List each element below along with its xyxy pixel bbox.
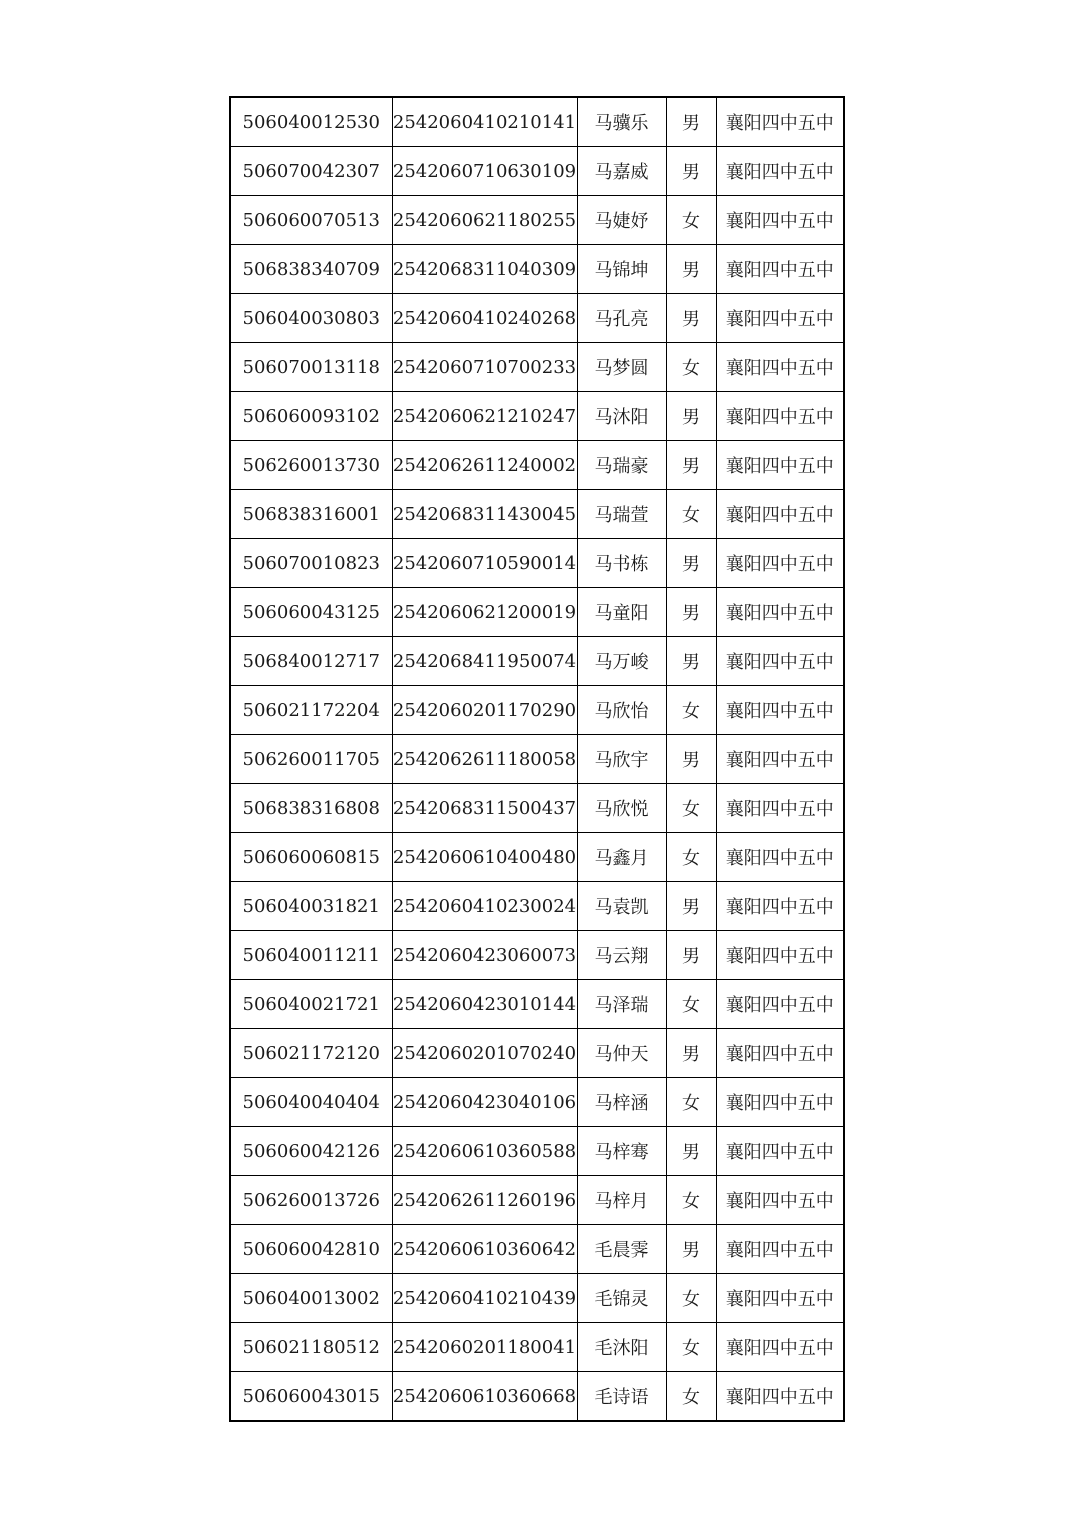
student-name-cell: 马欣悦 — [577, 784, 666, 833]
gender-cell: 男 — [666, 588, 716, 637]
student-name-cell: 马孔亮 — [577, 294, 666, 343]
student-id-cell: 506040040404 — [230, 1078, 392, 1127]
student-id-cell: 506070042307 — [230, 147, 392, 196]
student-name-cell: 毛锦灵 — [577, 1274, 666, 1323]
gender-cell: 女 — [666, 980, 716, 1029]
student-id-cell: 506021180512 — [230, 1323, 392, 1372]
student-name-cell: 毛晨霁 — [577, 1225, 666, 1274]
table-row — [230, 686, 844, 735]
exam-number-cell: 2542062611240002 — [392, 441, 577, 490]
student-id-cell: 506060042810 — [230, 1225, 392, 1274]
table-row — [230, 1029, 844, 1078]
student-id-cell: 506040031821 — [230, 882, 392, 931]
student-id-cell: 506260013730 — [230, 441, 392, 490]
student-name-cell: 马童阳 — [577, 588, 666, 637]
exam-number-cell: 2542060423060073 — [392, 931, 577, 980]
student-id-cell: 506838316808 — [230, 784, 392, 833]
table-row — [230, 980, 844, 1029]
student-id-cell: 506070013118 — [230, 343, 392, 392]
exam-number-cell: 2542062611180058 — [392, 735, 577, 784]
school-cell: 襄阳四中五中 — [716, 735, 844, 784]
exam-number-cell: 2542060621200019 — [392, 588, 577, 637]
student-name-cell: 马泽瑞 — [577, 980, 666, 1029]
student-name-cell: 毛沐阳 — [577, 1323, 666, 1372]
student-name-cell: 马梓骞 — [577, 1127, 666, 1176]
school-cell: 襄阳四中五中 — [716, 1274, 844, 1323]
school-cell: 襄阳四中五中 — [716, 686, 844, 735]
student-name-cell: 马瑞萱 — [577, 490, 666, 539]
student-name-cell: 马骥乐 — [577, 97, 666, 147]
exam-number-cell: 2542068311040309 — [392, 245, 577, 294]
table-row — [230, 392, 844, 441]
gender-cell: 女 — [666, 1323, 716, 1372]
exam-number-cell: 2542060621210247 — [392, 392, 577, 441]
table-row — [230, 882, 844, 931]
student-id-cell: 506060070513 — [230, 196, 392, 245]
student-id-cell: 506060093102 — [230, 392, 392, 441]
gender-cell: 男 — [666, 392, 716, 441]
gender-cell: 男 — [666, 294, 716, 343]
student-id-cell: 506838340709 — [230, 245, 392, 294]
exam-number-cell: 2542060610360588 — [392, 1127, 577, 1176]
school-cell: 襄阳四中五中 — [716, 245, 844, 294]
student-name-cell: 马书栋 — [577, 539, 666, 588]
gender-cell: 男 — [666, 637, 716, 686]
table-row — [230, 1225, 844, 1274]
exam-number-cell: 2542068411950074 — [392, 637, 577, 686]
gender-cell: 男 — [666, 1127, 716, 1176]
student-name-cell: 马梦圆 — [577, 343, 666, 392]
school-cell: 襄阳四中五中 — [716, 1323, 844, 1372]
gender-cell: 男 — [666, 245, 716, 294]
student-id-cell: 506060060815 — [230, 833, 392, 882]
exam-number-cell: 2542060710630109 — [392, 147, 577, 196]
exam-number-cell: 2542060710590014 — [392, 539, 577, 588]
student-name-cell: 马欣宇 — [577, 735, 666, 784]
table-row — [230, 1078, 844, 1127]
student-id-cell: 506260011705 — [230, 735, 392, 784]
school-cell: 襄阳四中五中 — [716, 1078, 844, 1127]
student-name-cell: 马鑫月 — [577, 833, 666, 882]
gender-cell: 女 — [666, 196, 716, 245]
table-row — [230, 1372, 844, 1422]
school-cell: 襄阳四中五中 — [716, 1127, 844, 1176]
student-id-cell: 506260013726 — [230, 1176, 392, 1225]
student-id-cell: 506040011211 — [230, 931, 392, 980]
gender-cell: 男 — [666, 1225, 716, 1274]
exam-number-cell: 2542060410210141 — [392, 97, 577, 147]
gender-cell: 女 — [666, 1078, 716, 1127]
gender-cell: 女 — [666, 1176, 716, 1225]
table-row — [230, 245, 844, 294]
exam-number-cell: 2542068311500437 — [392, 784, 577, 833]
student-id-cell: 506060043125 — [230, 588, 392, 637]
exam-number-cell: 2542068311430045 — [392, 490, 577, 539]
student-id-cell: 506040021721 — [230, 980, 392, 1029]
table-row — [230, 1176, 844, 1225]
student-id-cell: 506021172120 — [230, 1029, 392, 1078]
table-row — [230, 833, 844, 882]
exam-number-cell: 2542060710700233 — [392, 343, 577, 392]
exam-number-cell: 2542060410230024 — [392, 882, 577, 931]
table-row — [230, 1127, 844, 1176]
gender-cell: 女 — [666, 490, 716, 539]
gender-cell: 男 — [666, 539, 716, 588]
student-id-cell: 506838316001 — [230, 490, 392, 539]
gender-cell: 男 — [666, 441, 716, 490]
table-row — [230, 97, 844, 147]
school-cell: 襄阳四中五中 — [716, 588, 844, 637]
exam-number-cell: 2542060410210439 — [392, 1274, 577, 1323]
gender-cell: 男 — [666, 931, 716, 980]
student-name-cell: 马婕妤 — [577, 196, 666, 245]
student-name-cell: 马梓涵 — [577, 1078, 666, 1127]
table-row — [230, 1323, 844, 1372]
gender-cell: 女 — [666, 343, 716, 392]
school-cell: 襄阳四中五中 — [716, 784, 844, 833]
exam-number-cell: 2542062611260196 — [392, 1176, 577, 1225]
student-name-cell: 马锦坤 — [577, 245, 666, 294]
table-row — [230, 637, 844, 686]
school-cell: 襄阳四中五中 — [716, 294, 844, 343]
student-id-cell: 506040013002 — [230, 1274, 392, 1323]
school-cell: 襄阳四中五中 — [716, 1029, 844, 1078]
student-id-cell: 506070010823 — [230, 539, 392, 588]
gender-cell: 男 — [666, 882, 716, 931]
school-cell: 襄阳四中五中 — [716, 343, 844, 392]
school-cell: 襄阳四中五中 — [716, 147, 844, 196]
table-row — [230, 147, 844, 196]
exam-number-cell: 2542060201180041 — [392, 1323, 577, 1372]
gender-cell: 男 — [666, 1029, 716, 1078]
gender-cell: 男 — [666, 147, 716, 196]
student-id-cell: 506021172204 — [230, 686, 392, 735]
table-row — [230, 196, 844, 245]
table-row — [230, 784, 844, 833]
table-row — [230, 441, 844, 490]
student-name-cell: 马瑞豪 — [577, 441, 666, 490]
gender-cell: 女 — [666, 784, 716, 833]
student-roster-table — [229, 96, 845, 1422]
student-name-cell: 马云翔 — [577, 931, 666, 980]
student-id-cell: 506040012530 — [230, 97, 392, 147]
student-name-cell: 毛诗语 — [577, 1372, 666, 1422]
exam-number-cell: 2542060621180255 — [392, 196, 577, 245]
table-row — [230, 490, 844, 539]
school-cell: 襄阳四中五中 — [716, 980, 844, 1029]
table-row — [230, 539, 844, 588]
school-cell: 襄阳四中五中 — [716, 833, 844, 882]
student-name-cell: 马欣怡 — [577, 686, 666, 735]
student-name-cell: 马嘉威 — [577, 147, 666, 196]
student-name-cell: 马袁凯 — [577, 882, 666, 931]
table-row — [230, 1274, 844, 1323]
student-id-cell: 506840012717 — [230, 637, 392, 686]
student-id-cell: 506060043015 — [230, 1372, 392, 1422]
table-row — [230, 343, 844, 392]
table-body — [230, 97, 844, 1421]
student-name-cell: 马仲天 — [577, 1029, 666, 1078]
school-cell: 襄阳四中五中 — [716, 97, 844, 147]
exam-number-cell: 2542060423010144 — [392, 980, 577, 1029]
school-cell: 襄阳四中五中 — [716, 490, 844, 539]
exam-number-cell: 2542060201070240 — [392, 1029, 577, 1078]
gender-cell: 女 — [666, 1274, 716, 1323]
school-cell: 襄阳四中五中 — [716, 441, 844, 490]
exam-number-cell: 2542060423040106 — [392, 1078, 577, 1127]
exam-number-cell: 2542060410240268 — [392, 294, 577, 343]
student-name-cell: 马沐阳 — [577, 392, 666, 441]
school-cell: 襄阳四中五中 — [716, 392, 844, 441]
gender-cell: 女 — [666, 686, 716, 735]
exam-number-cell: 2542060610360642 — [392, 1225, 577, 1274]
gender-cell: 男 — [666, 735, 716, 784]
school-cell: 襄阳四中五中 — [716, 882, 844, 931]
student-id-cell: 506060042126 — [230, 1127, 392, 1176]
exam-number-cell: 2542060201170290 — [392, 686, 577, 735]
student-name-cell: 马梓月 — [577, 1176, 666, 1225]
table-row — [230, 294, 844, 343]
school-cell: 襄阳四中五中 — [716, 637, 844, 686]
table-row — [230, 588, 844, 637]
school-cell: 襄阳四中五中 — [716, 539, 844, 588]
school-cell: 襄阳四中五中 — [716, 1225, 844, 1274]
student-name-cell: 马万峻 — [577, 637, 666, 686]
table-row — [230, 931, 844, 980]
exam-number-cell: 2542060610360668 — [392, 1372, 577, 1422]
table-row — [230, 735, 844, 784]
student-id-cell: 506040030803 — [230, 294, 392, 343]
gender-cell: 女 — [666, 833, 716, 882]
gender-cell: 男 — [666, 97, 716, 147]
school-cell: 襄阳四中五中 — [716, 931, 844, 980]
school-cell: 襄阳四中五中 — [716, 1372, 844, 1422]
gender-cell: 女 — [666, 1372, 716, 1422]
school-cell: 襄阳四中五中 — [716, 1176, 844, 1225]
exam-number-cell: 2542060610400480 — [392, 833, 577, 882]
school-cell: 襄阳四中五中 — [716, 196, 844, 245]
